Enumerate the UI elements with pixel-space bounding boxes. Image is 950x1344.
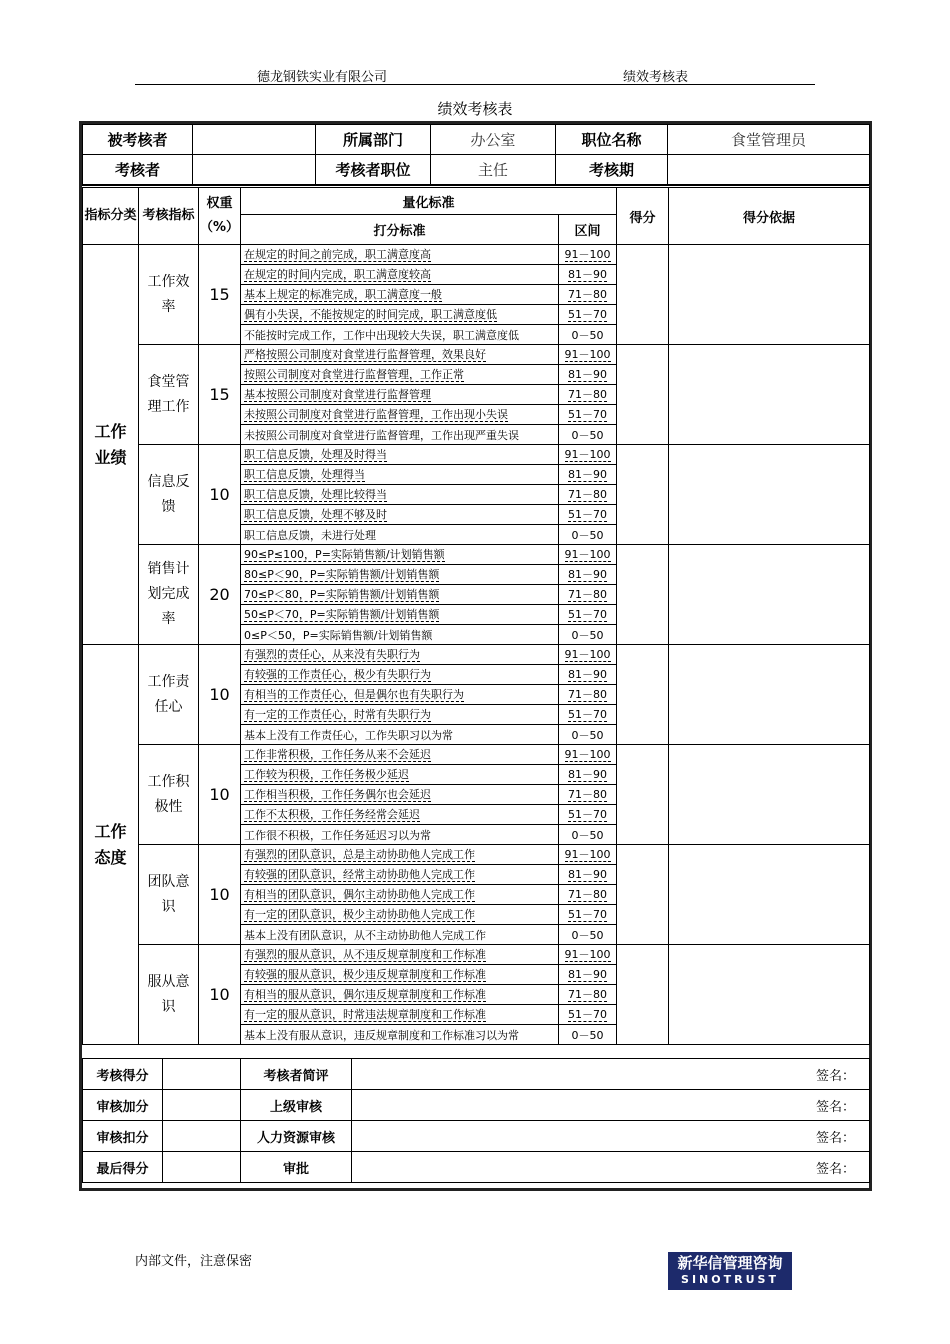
range-cell bbox=[559, 905, 617, 925]
range-text: 81－90 bbox=[568, 567, 607, 581]
weight-cell: 10 bbox=[199, 945, 241, 1045]
range-text: 91－100 bbox=[564, 947, 611, 961]
criteria-text: 工作相当积极，工作任务偶尔也会延迟 bbox=[244, 787, 431, 801]
criteria-cell bbox=[241, 505, 559, 525]
dept-label: 所属部门 bbox=[316, 125, 431, 155]
period-field[interactable] bbox=[668, 155, 870, 185]
criteria-cell bbox=[241, 945, 559, 965]
range-text: 91－100 bbox=[564, 247, 611, 261]
criteria-cell bbox=[241, 845, 559, 865]
confidential-note: 内部文件，注意保密 bbox=[135, 1254, 253, 1269]
criteria-cell bbox=[241, 605, 559, 625]
criteria-cell bbox=[241, 445, 559, 465]
range-cell bbox=[559, 545, 617, 565]
criteria-row bbox=[83, 545, 870, 565]
summary-row bbox=[83, 1152, 870, 1183]
criteria-text: 按照公司制度对食堂进行监督管理，工作正常 bbox=[244, 367, 464, 381]
review-label: 人力资源审核 bbox=[241, 1121, 352, 1152]
range-text: 51－70 bbox=[568, 1007, 607, 1021]
range-cell bbox=[559, 865, 617, 885]
range-text: 81－90 bbox=[568, 967, 607, 981]
range-cell bbox=[559, 645, 617, 665]
range-text: 0－50 bbox=[571, 328, 604, 342]
range-text: 0－50 bbox=[571, 928, 604, 942]
criteria-cell bbox=[241, 265, 559, 285]
document-title: 绩效考核表 bbox=[437, 100, 513, 118]
criteria-text: 有相当的工作责任心，但是偶尔也有失职行为 bbox=[244, 687, 464, 701]
criteria-text: 有较强的工作责任心，极少有失职行为 bbox=[244, 667, 431, 681]
range-text: 71－80 bbox=[568, 487, 607, 501]
range-text: 71－80 bbox=[568, 287, 607, 301]
range-cell bbox=[559, 625, 617, 645]
criteria-text: 基本按照公司制度对食堂进行监督管理 bbox=[244, 387, 431, 401]
category-cell: 工作业绩 bbox=[83, 245, 139, 645]
summary-label: 最后得分 bbox=[83, 1152, 163, 1183]
criteria-text: 有一定的服从意识，时常违法规章制度和工作标准 bbox=[244, 1007, 486, 1021]
range-cell bbox=[559, 365, 617, 385]
logo-cn-text: 新华信管理咨询 bbox=[677, 1254, 783, 1272]
signature-field[interactable]: 签名： bbox=[352, 1090, 870, 1121]
range-cell bbox=[559, 425, 617, 445]
range-text: 51－70 bbox=[568, 907, 607, 921]
criteria-text: 工作不太积极，工作任务经常会延迟 bbox=[244, 807, 420, 821]
range-text: 51－70 bbox=[568, 707, 607, 721]
criteria-cell bbox=[241, 425, 559, 445]
criteria-cell bbox=[241, 665, 559, 685]
weight-cell: 10 bbox=[199, 645, 241, 745]
criteria-text: 未按照公司制度对食堂进行监督管理，工作出现严重失误 bbox=[244, 428, 519, 442]
range-text: 51－70 bbox=[568, 807, 607, 821]
range-cell bbox=[559, 785, 617, 805]
criteria-text: 工作很不积极，工作任务延迟习以为常 bbox=[244, 828, 431, 842]
indicator-cell: 工作效率 bbox=[139, 245, 199, 345]
summary-row bbox=[83, 1090, 870, 1121]
criteria-text: 基本上规定的标准完成，职工满意度一般 bbox=[244, 287, 442, 301]
criteria-cell bbox=[241, 465, 559, 485]
assessment-table bbox=[82, 187, 870, 1045]
indicator-cell: 团队意识 bbox=[139, 845, 199, 945]
range-cell bbox=[559, 745, 617, 765]
col-weight: 权重（%） bbox=[199, 188, 241, 245]
criteria-text: 有一定的工作责任心，时常有失职行为 bbox=[244, 707, 431, 721]
range-cell bbox=[559, 945, 617, 965]
range-cell bbox=[559, 505, 617, 525]
range-text: 81－90 bbox=[568, 667, 607, 681]
range-cell bbox=[559, 765, 617, 785]
range-text: 0－50 bbox=[571, 428, 604, 442]
range-cell bbox=[559, 925, 617, 945]
sinotrust-logo bbox=[668, 1252, 792, 1290]
criteria-cell bbox=[241, 545, 559, 565]
criteria-cell bbox=[241, 685, 559, 705]
range-cell bbox=[559, 885, 617, 905]
criteria-row bbox=[83, 345, 870, 365]
col-basis: 得分依据 bbox=[669, 188, 870, 245]
range-text: 91－100 bbox=[564, 547, 611, 561]
range-cell bbox=[559, 705, 617, 725]
criteria-cell bbox=[241, 765, 559, 785]
summary-label: 审核加分 bbox=[83, 1090, 163, 1121]
criteria-text: 在规定的时间之前完成，职工满意度高 bbox=[244, 247, 431, 261]
criteria-text: 有一定的团队意识，极少主动协助他人完成工作 bbox=[244, 907, 475, 921]
weight-cell: 10 bbox=[199, 745, 241, 845]
range-cell bbox=[559, 605, 617, 625]
range-text: 51－70 bbox=[568, 407, 607, 421]
indicator-cell: 销售计划完成率 bbox=[139, 545, 199, 645]
range-text: 81－90 bbox=[568, 467, 607, 481]
criteria-text: 工作非常积极，工作任务从来不会延迟 bbox=[244, 747, 431, 761]
score-field[interactable] bbox=[617, 545, 669, 645]
range-text: 91－100 bbox=[564, 347, 611, 361]
signature-field[interactable]: 签名： bbox=[352, 1152, 870, 1183]
criteria-text: 50≤P＜70，P=实际销售额/计划销售额 bbox=[244, 607, 440, 621]
criteria-cell bbox=[241, 285, 559, 305]
criteria-cell bbox=[241, 585, 559, 605]
score-field[interactable] bbox=[617, 445, 669, 545]
score-field[interactable] bbox=[617, 845, 669, 945]
summary-label: 考核得分 bbox=[83, 1059, 163, 1090]
examiner-position-field[interactable]: 主任 bbox=[431, 155, 556, 185]
score-field[interactable] bbox=[617, 945, 669, 1045]
criteria-cell bbox=[241, 385, 559, 405]
criteria-cell bbox=[241, 725, 559, 745]
criteria-cell bbox=[241, 865, 559, 885]
range-text: 71－80 bbox=[568, 387, 607, 401]
criteria-cell bbox=[241, 925, 559, 945]
review-label: 考核者简评 bbox=[241, 1059, 352, 1090]
range-text: 0－50 bbox=[571, 528, 604, 542]
criteria-text: 未按照公司制度对食堂进行监督管理，工作出现小失误 bbox=[244, 407, 508, 421]
criteria-text: 职工信息反馈，处理比较得当 bbox=[244, 487, 387, 501]
examiner-position-label: 考核者职位 bbox=[316, 155, 431, 185]
criteria-text: 有强烈的责任心，从来没有失职行为 bbox=[244, 647, 420, 661]
summary-value-field[interactable] bbox=[163, 1121, 241, 1152]
criteria-text: 有相当的服从意识，偶尔违反规章制度和工作标准 bbox=[244, 987, 486, 1001]
col-quant: 量化标准 bbox=[241, 188, 617, 215]
criteria-cell bbox=[241, 325, 559, 345]
criteria-row bbox=[83, 245, 870, 265]
range-text: 71－80 bbox=[568, 987, 607, 1001]
criteria-text: 80≤P＜90，P=实际销售额/计划销售额 bbox=[244, 567, 440, 581]
criteria-cell bbox=[241, 705, 559, 725]
range-cell bbox=[559, 445, 617, 465]
range-cell bbox=[559, 685, 617, 705]
range-cell bbox=[559, 285, 617, 305]
range-cell bbox=[559, 405, 617, 425]
criteria-text: 职工信息反馈，处理不够及时 bbox=[244, 507, 387, 521]
range-cell bbox=[559, 665, 617, 685]
criteria-cell bbox=[241, 485, 559, 505]
col-range: 区间 bbox=[559, 215, 617, 245]
criteria-text: 有较强的团队意识，经常主动协助他人完成工作 bbox=[244, 867, 475, 881]
criteria-text: 偶有小失误，不能按规定的时间完成，职工满意度低 bbox=[244, 307, 497, 321]
criteria-text: 0≤P＜50，P=实际销售额/计划销售额 bbox=[244, 628, 433, 642]
criteria-cell bbox=[241, 525, 559, 545]
range-cell bbox=[559, 725, 617, 745]
score-field[interactable] bbox=[617, 345, 669, 445]
weight-cell: 10 bbox=[199, 445, 241, 545]
criteria-text: 职工信息反馈，处理得当 bbox=[244, 467, 365, 481]
weight-cell: 15 bbox=[199, 245, 241, 345]
score-field[interactable] bbox=[617, 645, 669, 745]
basis-field[interactable] bbox=[669, 545, 870, 645]
range-text: 71－80 bbox=[568, 687, 607, 701]
range-text: 51－70 bbox=[568, 507, 607, 521]
summary-value-field[interactable] bbox=[163, 1090, 241, 1121]
range-cell bbox=[559, 1025, 617, 1045]
range-cell bbox=[559, 245, 617, 265]
section-divider bbox=[82, 184, 869, 186]
period-label: 考核期 bbox=[556, 155, 668, 185]
criteria-cell bbox=[241, 365, 559, 385]
criteria-cell bbox=[241, 785, 559, 805]
header-company: 德龙钢铁实业有限公司 bbox=[257, 70, 388, 85]
weight-cell: 20 bbox=[199, 545, 241, 645]
range-text: 0－50 bbox=[571, 728, 604, 742]
indicator-cell: 信息反馈 bbox=[139, 445, 199, 545]
range-text: 0－50 bbox=[571, 828, 604, 842]
col-category: 指标分类 bbox=[83, 188, 139, 245]
criteria-cell bbox=[241, 965, 559, 985]
criteria-text: 基本上没有服从意识，违反规章制度和工作标准习以为常 bbox=[244, 1028, 519, 1042]
criteria-text: 70≤P＜80，P=实际销售额/计划销售额 bbox=[244, 587, 440, 601]
col-criteria: 打分标准 bbox=[241, 215, 559, 245]
criteria-text: 基本上没有工作责任心，工作失职习以为常 bbox=[244, 728, 453, 742]
col-score: 得分 bbox=[617, 188, 669, 245]
range-cell bbox=[559, 345, 617, 365]
review-label: 上级审核 bbox=[241, 1090, 352, 1121]
range-cell bbox=[559, 265, 617, 285]
summary-row bbox=[83, 1059, 870, 1090]
range-text: 81－90 bbox=[568, 367, 607, 381]
criteria-text: 有较强的服从意识，极少违反规章制度和工作标准 bbox=[244, 967, 486, 981]
criteria-cell bbox=[241, 825, 559, 845]
criteria-cell bbox=[241, 1005, 559, 1025]
basis-field[interactable] bbox=[669, 445, 870, 545]
examinee-label: 被考核者 bbox=[83, 125, 193, 155]
criteria-text: 严格按照公司制度对食堂进行监督管理，效果良好 bbox=[244, 347, 486, 361]
range-cell bbox=[559, 845, 617, 865]
range-text: 91－100 bbox=[564, 647, 611, 661]
criteria-text: 在规定的时间内完成，职工满意度较高 bbox=[244, 267, 431, 281]
criteria-text: 职工信息反馈，处理及时得当 bbox=[244, 447, 387, 461]
range-cell bbox=[559, 585, 617, 605]
range-text: 81－90 bbox=[568, 767, 607, 781]
indicator-cell: 工作积极性 bbox=[139, 745, 199, 845]
signature-field[interactable]: 签名： bbox=[352, 1059, 870, 1090]
summary-row bbox=[83, 1121, 870, 1152]
weight-cell: 15 bbox=[199, 345, 241, 445]
range-cell bbox=[559, 305, 617, 325]
logo-en-text: SINOTRUST bbox=[681, 1273, 779, 1286]
criteria-cell bbox=[241, 405, 559, 425]
examiner-label: 考核者 bbox=[83, 155, 193, 185]
range-cell bbox=[559, 985, 617, 1005]
score-field[interactable] bbox=[617, 745, 669, 845]
weight-cell: 10 bbox=[199, 845, 241, 945]
range-cell bbox=[559, 805, 617, 825]
criteria-cell bbox=[241, 245, 559, 265]
signature-field[interactable]: 签名： bbox=[352, 1121, 870, 1152]
range-text: 91－100 bbox=[564, 847, 611, 861]
range-text: 71－80 bbox=[568, 887, 607, 901]
basis-field[interactable] bbox=[669, 945, 870, 1045]
range-text: 51－70 bbox=[568, 307, 607, 321]
range-cell bbox=[559, 385, 617, 405]
range-text: 51－70 bbox=[568, 607, 607, 621]
criteria-text: 有强烈的团队意识，总是主动协助他人完成工作 bbox=[244, 847, 475, 861]
criteria-cell bbox=[241, 305, 559, 325]
range-text: 81－90 bbox=[568, 867, 607, 881]
criteria-cell bbox=[241, 985, 559, 1005]
criteria-text: 有强烈的服从意识，从不违反规章制度和工作标准 bbox=[244, 947, 486, 961]
col-indicator: 考核指标 bbox=[139, 188, 199, 245]
range-cell bbox=[559, 825, 617, 845]
basis-field[interactable] bbox=[669, 345, 870, 445]
dept-field[interactable]: 办公室 bbox=[431, 125, 556, 155]
position-field[interactable]: 食堂管理员 bbox=[668, 125, 870, 155]
range-text: 71－80 bbox=[568, 787, 607, 801]
range-cell bbox=[559, 325, 617, 345]
range-cell bbox=[559, 565, 617, 585]
range-text: 91－100 bbox=[564, 747, 611, 761]
review-label: 审批 bbox=[241, 1152, 352, 1183]
header-doc-name: 绩效考核表 bbox=[623, 70, 689, 85]
range-text: 81－90 bbox=[568, 267, 607, 281]
criteria-cell bbox=[241, 885, 559, 905]
category-cell: 工作态度 bbox=[83, 645, 139, 1045]
basis-field[interactable] bbox=[669, 745, 870, 845]
range-cell bbox=[559, 1005, 617, 1025]
criteria-cell bbox=[241, 905, 559, 925]
criteria-row bbox=[83, 745, 870, 765]
range-cell bbox=[559, 525, 617, 545]
criteria-cell bbox=[241, 565, 559, 585]
criteria-text: 90≤P≤100，P=实际销售额/计划销售额 bbox=[244, 547, 445, 561]
summary-value-field[interactable] bbox=[163, 1152, 241, 1183]
info-table bbox=[82, 124, 870, 185]
criteria-text: 有相当的团队意识，偶尔主动协助他人完成工作 bbox=[244, 887, 475, 901]
range-cell bbox=[559, 485, 617, 505]
indicator-cell: 服从意识 bbox=[139, 945, 199, 1045]
range-text: 91－100 bbox=[564, 447, 611, 461]
indicator-cell: 食堂管理工作 bbox=[139, 345, 199, 445]
summary-label: 审核扣分 bbox=[83, 1121, 163, 1152]
page-header bbox=[135, 66, 815, 85]
examinee-field[interactable] bbox=[193, 125, 316, 155]
criteria-cell bbox=[241, 645, 559, 665]
position-label: 职位名称 bbox=[556, 125, 668, 155]
basis-field[interactable] bbox=[669, 845, 870, 945]
examiner-field[interactable] bbox=[193, 155, 316, 185]
criteria-row bbox=[83, 645, 870, 665]
range-cell bbox=[559, 965, 617, 985]
summary-value-field[interactable] bbox=[163, 1059, 241, 1090]
criteria-row bbox=[83, 445, 870, 465]
criteria-text: 职工信息反馈，未进行处理 bbox=[244, 528, 376, 542]
criteria-cell bbox=[241, 805, 559, 825]
range-text: 71－80 bbox=[568, 587, 607, 601]
criteria-cell bbox=[241, 1025, 559, 1045]
score-field[interactable] bbox=[617, 245, 669, 345]
criteria-text: 工作较为积极，工作任务极少延迟 bbox=[244, 767, 409, 781]
summary-table bbox=[82, 1058, 870, 1183]
criteria-text: 不能按时完成工作，工作中出现较大失误，职工满意度低 bbox=[244, 328, 519, 342]
basis-field[interactable] bbox=[669, 645, 870, 745]
criteria-text: 基本上没有团队意识，从不主动协助他人完成工作 bbox=[244, 928, 486, 942]
range-text: 0－50 bbox=[571, 1028, 604, 1042]
basis-field[interactable] bbox=[669, 245, 870, 345]
criteria-row bbox=[83, 945, 870, 965]
criteria-cell bbox=[241, 745, 559, 765]
range-text: 0－50 bbox=[571, 628, 604, 642]
criteria-cell bbox=[241, 345, 559, 365]
criteria-row bbox=[83, 845, 870, 865]
criteria-cell bbox=[241, 625, 559, 645]
indicator-cell: 工作责任心 bbox=[139, 645, 199, 745]
range-cell bbox=[559, 465, 617, 485]
